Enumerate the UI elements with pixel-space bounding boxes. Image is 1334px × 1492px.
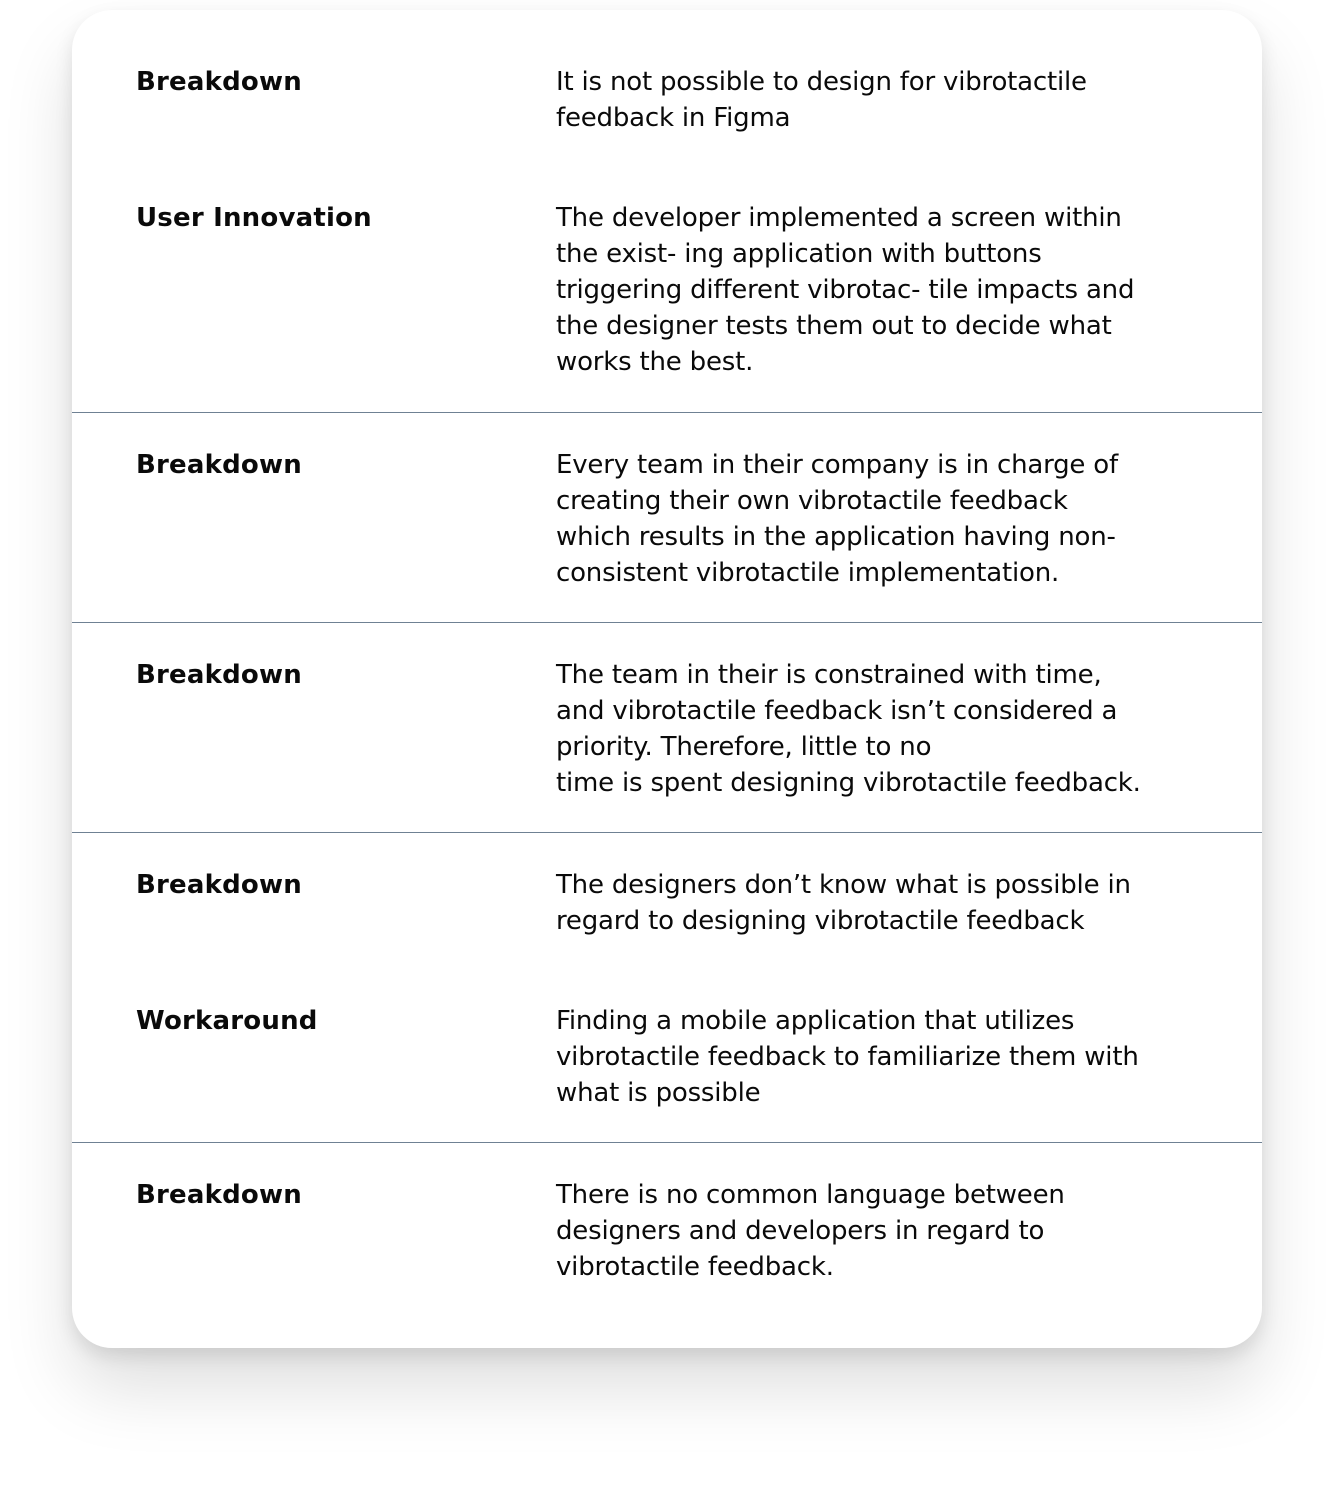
- finding-label: Breakdown: [136, 660, 302, 690]
- finding-description: The developer implemented a screen within the exist- ing application with buttons triggering different vibrotac- tile impacts and the designer tests them out to decide what works the best.: [556, 203, 1135, 377]
- findings-card: [72, 10, 1262, 1348]
- finding-label: Breakdown: [136, 870, 302, 900]
- finding-label: Breakdown: [136, 450, 302, 480]
- finding-description: The team in their is constrained with time, and vibrotactile feedback isn’t considered a priority. Therefore, little to no time is spent designing vibrotactile feedback.: [556, 660, 1141, 798]
- finding-description: There is no common language between designers and developers in regard to vibrotactile feedback.: [556, 1180, 1065, 1282]
- finding-label: Breakdown: [136, 67, 302, 97]
- finding-description: It is not possible to design for vibrotactile feedback in Figma: [556, 67, 1087, 133]
- finding-group-5: [72, 1142, 1262, 1348]
- finding-group-2: [72, 412, 1262, 622]
- finding-label: User Innovation: [136, 203, 372, 233]
- finding-description: The designers don’t know what is possible in regard to designing vibrotactile feedback: [556, 870, 1131, 936]
- finding-description: Finding a mobile application that utilizes vibrotactile feedback to familiarize them with what is possible: [556, 1006, 1139, 1108]
- finding-description: Every team in their company is in charge of creating their own vibrotactile feedback which results in the application having non- consistent vibrotactile implementation.: [556, 450, 1118, 588]
- finding-group-1: [72, 10, 1262, 412]
- finding-label: Workaround: [136, 1006, 318, 1036]
- finding-group-4: [72, 832, 1262, 1142]
- finding-label: Breakdown: [136, 1180, 302, 1210]
- finding-group-3: [72, 622, 1262, 832]
